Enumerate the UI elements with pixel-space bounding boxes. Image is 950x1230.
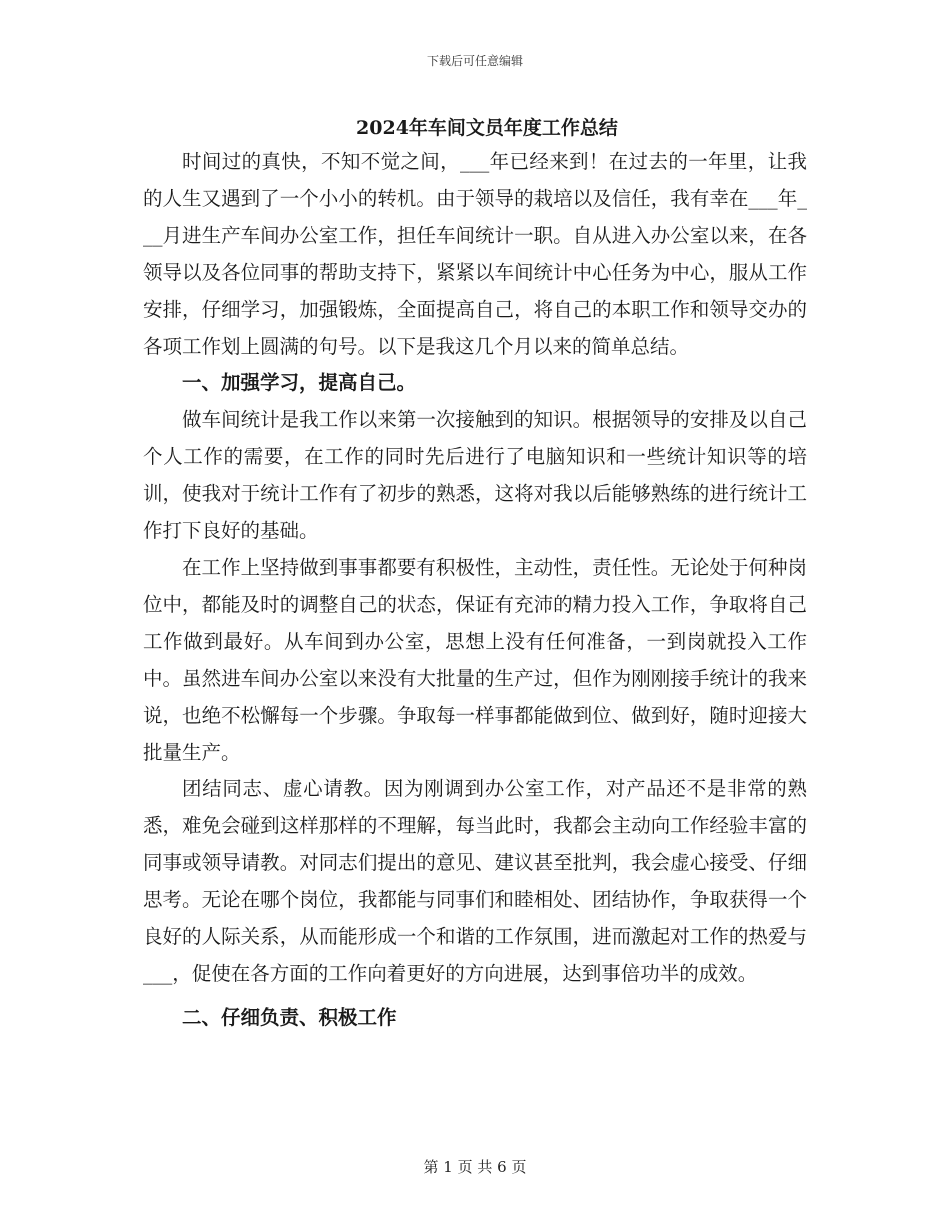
document-body bbox=[143, 112, 807, 1037]
intro-paragraph: 时间过的真快，不知不觉之间，___年已经来到！在过去的一年里，让我的人生又遇到了一个小小的转机。由于领导的栽培以及信任，我有幸在___年___月进生产车间办公室工作，担任车间统计一职。自从进入办公室以来，在各领导以及各位同事的帮助支持下，紧紧以车间统计中心任务为中心，服从工作安排，仔细学习，加强锻炼，全面提高自己，将自己的本职工作和领导交办的各项工作划上圆满的句号。以下是我这几个月以来的简单总结。 bbox=[143, 150, 807, 358]
document-title: 2024年车间文员年度工作总结 bbox=[356, 117, 618, 139]
section-heading-1: 一、加强学习，提高自己。 bbox=[182, 371, 417, 395]
section-heading-2: 二、仔细负责、积极工作 bbox=[182, 1005, 397, 1029]
body-paragraph: 在工作上坚持做到事事都要有积极性，主动性，责任性。无论处于何种岗位中，都能及时的调整自己的状态，保证有充沛的精力投入工作，争取将自己工作做到最好。从车间到办公室，思想上没有任何准备，一到岗就投入工作中。虽然进车间办公室以来没有大批量的生产过，但作为刚刚接手统计的我来说，也绝不松懈每一个步骤。争取每一样事都能做到位、做到好，随时迎接大批量生产。 bbox=[143, 555, 807, 764]
page-number: 第 1 页 共 6 页 bbox=[423, 1158, 527, 1176]
body-paragraph: 团结同志、虚心请教。因为刚调到办公室工作，对产品还不是非常的熟悉，难免会碰到这样那样的不理解，每当此时，我都会主动向工作经验丰富的同事或领导请教。对同志们提出的意见、建议甚至批判，我会虚心接受、仔细思考。无论在哪个岗位，我都能与同事们和睦相处、团结协作，争取获得一个良好的人际关系，从而能形成一个和谐的工作氛围，进而激起对工作的热爱与___，促使在各方面的工作向着更好的方向进展，达到事倍功半的成效。 bbox=[143, 777, 807, 985]
header-note: 下载后可任意编辑 bbox=[426, 54, 523, 68]
body-paragraph: 做车间统计是我工作以来第一次接触到的知识。根据领导的安排及以自己个人工作的需要，在工作的同时先后进行了电脑知识和一些统计知识等的培训，使我对于统计工作有了初步的熟悉，这将对我以后能够熟练的进行统计工作打下良好的基础。 bbox=[143, 408, 807, 543]
